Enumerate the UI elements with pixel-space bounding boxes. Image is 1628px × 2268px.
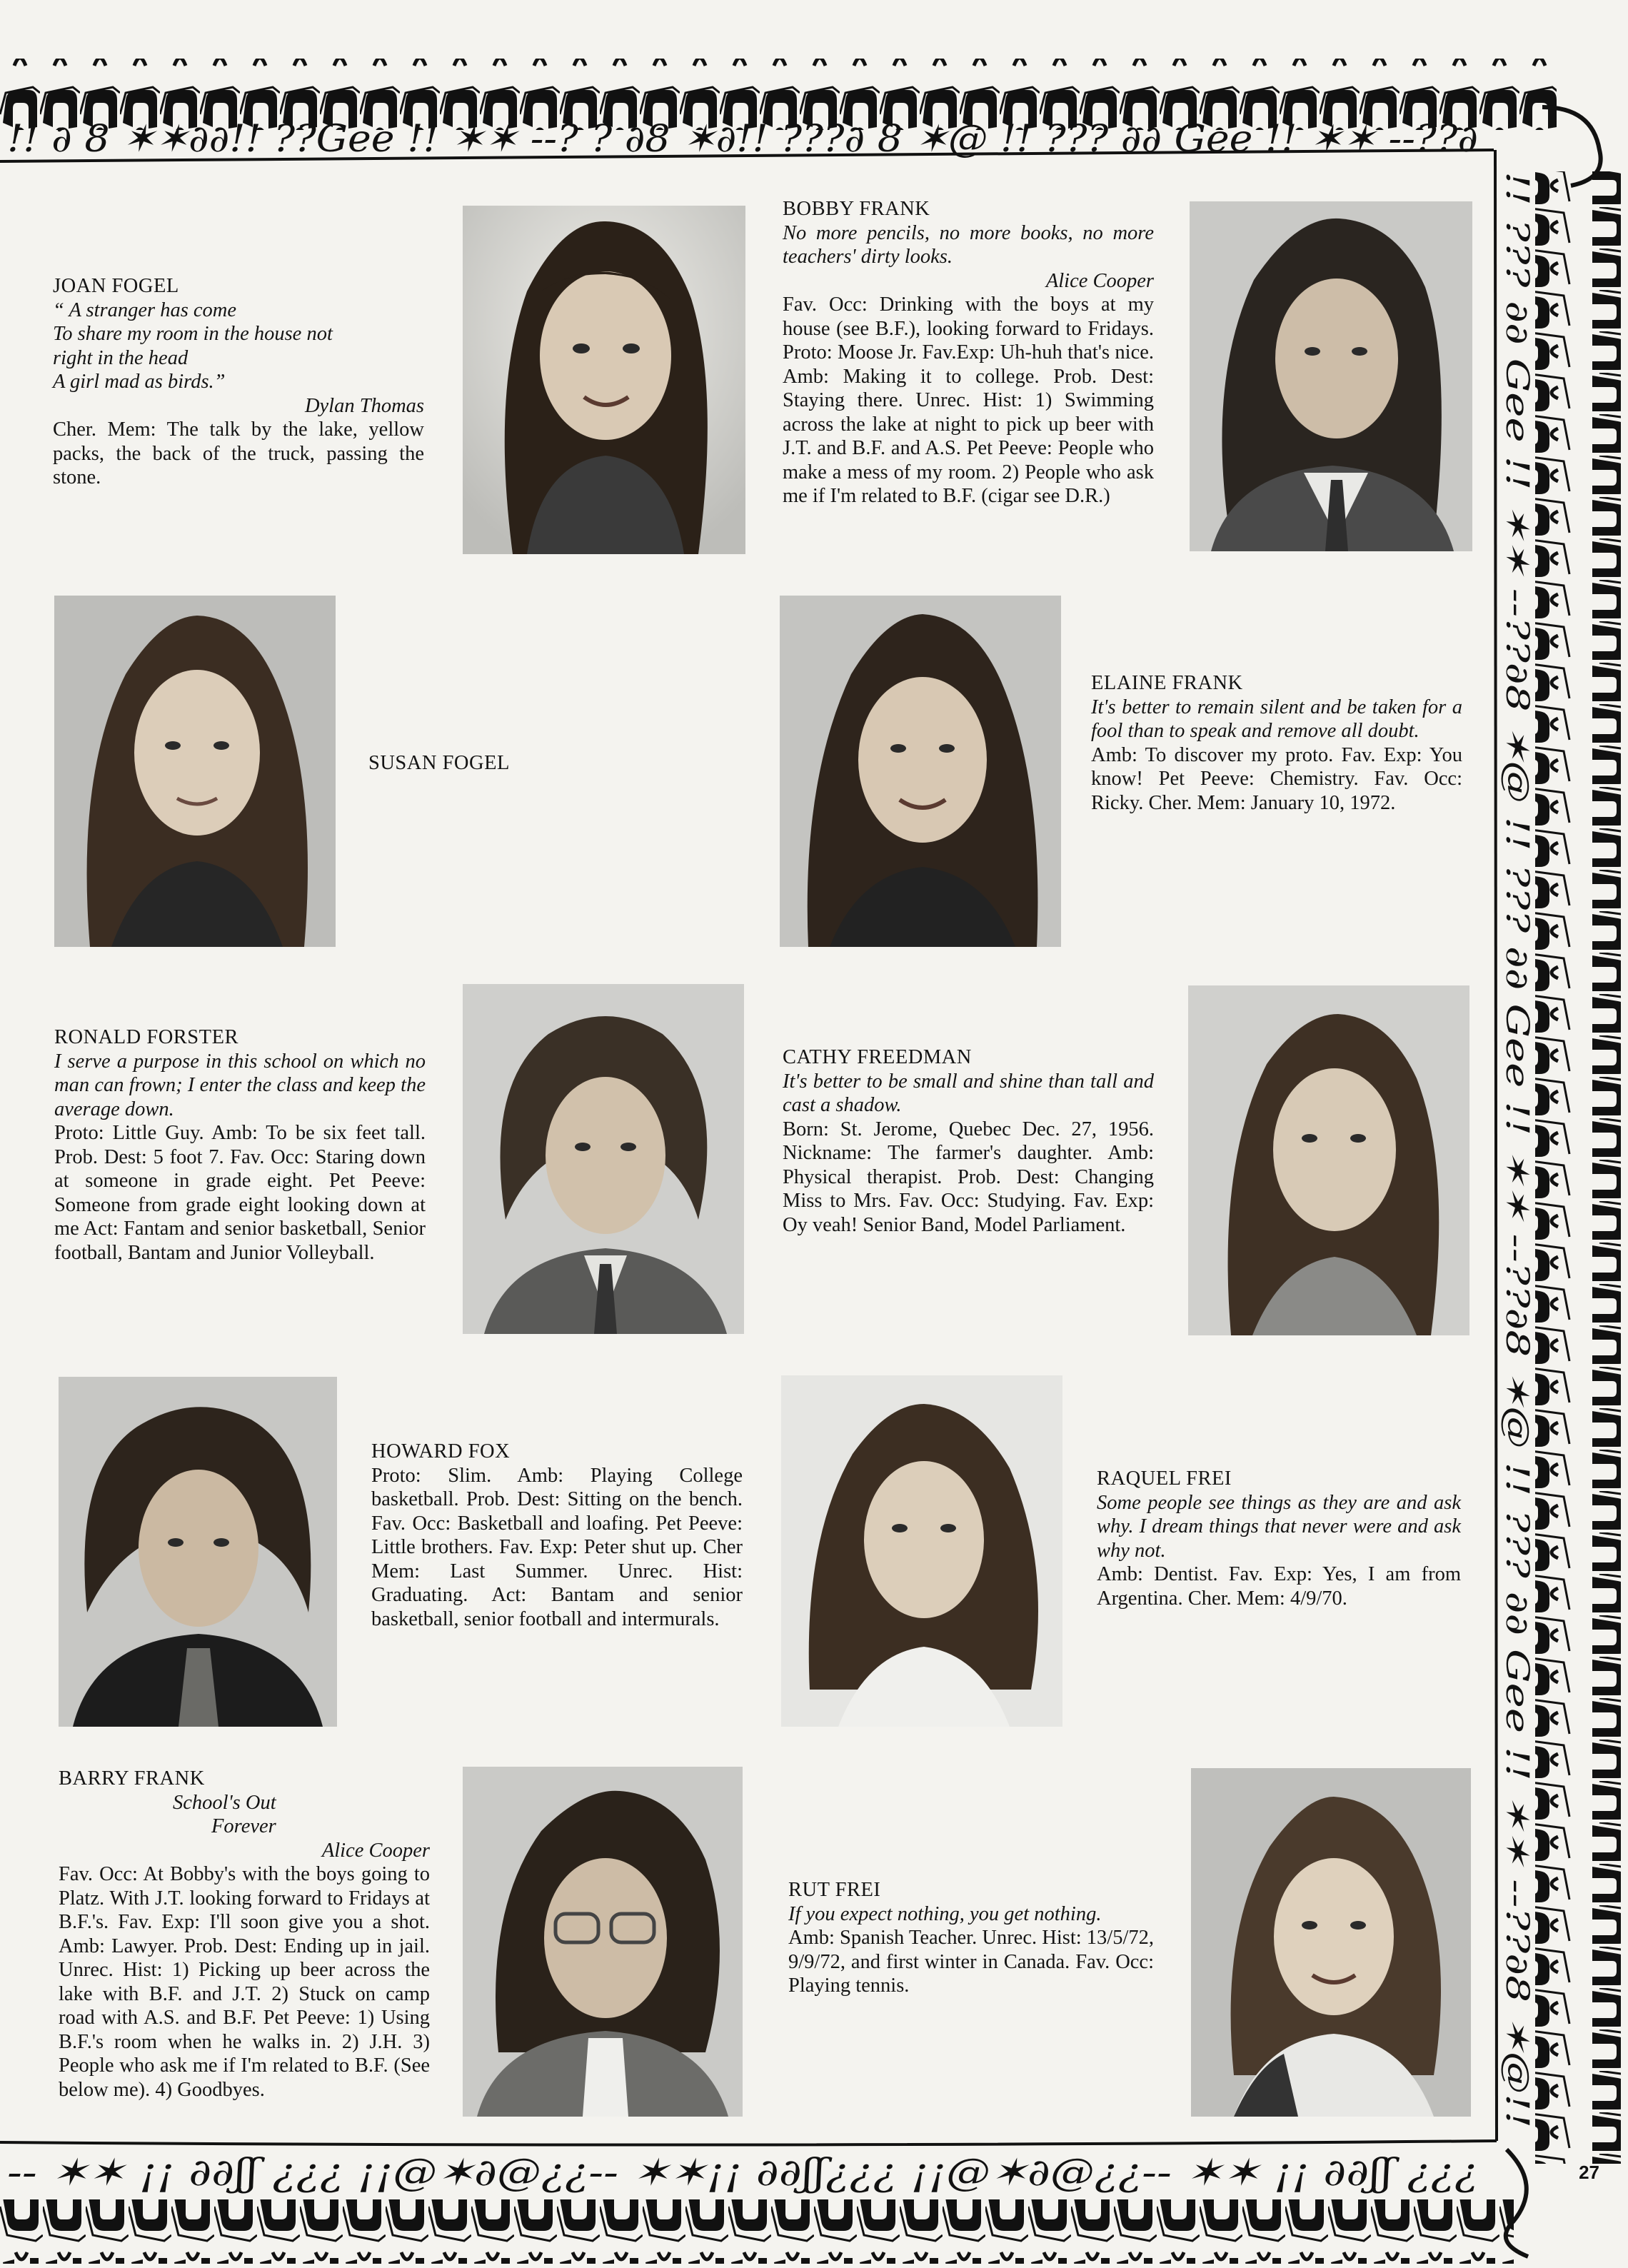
quote-line: right in the head (53, 346, 189, 369)
student-quote (59, 1791, 430, 1839)
quote-line: “ A stranger has come (53, 298, 237, 321)
student-name: JOAN FOGEL (53, 275, 179, 297)
student-bio: Amb: Spanish Teacher. Unrec. Hist: 13/5/72, 9/9/72, and first winter in Canada. Fav. Occ: Playing tennis. (788, 1927, 1154, 1997)
student-name: RAQUEL FREI (1097, 1467, 1232, 1490)
student-bio: Amb: Dentist. Fav. Exp: Yes, I am from Argentina. Cher. Mem: 4/9/70. (1097, 1563, 1461, 1610)
quote-attribution: Alice Cooper (321, 1839, 430, 1862)
student-quote: I serve a purpose in this school on which no man can frown; I enter the class and keep the average down. (54, 1050, 426, 1120)
student-name: BOBBY FRANK (783, 198, 930, 220)
student-bio: Proto: Slim. Amb: Playing College basketball. Prob. Dest: Sitting on the bench. Fav. Occ: Basketball and loafing. Pet Peeve: Little brothers. Fav. Exp: Peter shut up. Cher Mem: Last Summer. Unrec. Hist: Graduating. Act: Bantam and senior basketball, senior football and intermurals. (371, 1464, 743, 1630)
quote-line: To share my room in the house not (53, 323, 333, 345)
entry-rut-frei (788, 1878, 1154, 1998)
border-doodle-bottom: -- ✶✶ ¡¡ ∂∂ʃʃ ¿¿¿ ¡¡@✶∂@¿¿-- ✶✶¡¡ ∂∂ʃʃ¿¿¿ ¡¡@✶∂@¿¿-- ✶✶ ¡¡ ∂∂ʃʃ ¿¿¿ (7, 2152, 1478, 2194)
portrait-barry-frank (463, 1767, 743, 2117)
entry-susan-fogel (368, 751, 654, 776)
quote-line: School's Out (173, 1791, 276, 1814)
portrait-cathy-freedman (1188, 985, 1469, 1335)
quote-attribution: Dylan Thomas (304, 394, 424, 417)
student-bio: Fav. Occ: Drinking with the boys at my house (see B.F.), looking forward to Fridays. Proto: Moose Jr. Fav.Exp: Uh-huh that's nice. Amb: Making it to college. Prob. Dest: Staying there. Unrec. Hist: 1) Swimming across the lake at night to pick up beer with J.T. and B.F. and A.S. Pet Peeve: People who make a mess of my room. 2) People who ask me if I'm related to B.F. (cigar see D.R.) (783, 293, 1154, 507)
student-name: CATHY FREEDMAN (783, 1046, 972, 1068)
portrait-susan-fogel (54, 596, 336, 947)
student-quote: If you expect nothing, you get nothing. (788, 1902, 1102, 1925)
portrait-bobby-frank (1190, 201, 1472, 551)
quote-attribution: Alice Cooper (1045, 269, 1154, 292)
quote-line: A girl mad as birds.” (53, 371, 226, 393)
portrait-rut-frei (1191, 1768, 1471, 2117)
entry-cathy-freedman (783, 1045, 1154, 1237)
student-name: RONALD FORSTER (54, 1026, 238, 1048)
quote-line: Forever (211, 1815, 276, 1837)
student-bio: Fav. Occ: At Bobby's with the boys going to Platz. With J.T. looking forward to Fridays at B.F.'s. Fav. Exp: I'll soon give you a shot. Amb: Lawyer. Prob. Dest: Ending up in jail. Unrec. Hist: 1) Picking up beer across the lake with B.F. and J.T. 2) Stuck on camp road with A.S. and B.F. Pet Peeve: 1) Using B.F.'s room when he walks in. 2) J.H. 3) People who ask me if I'm related to B.F. (See below me). 4) Goodbyes. (59, 1863, 430, 2101)
student-bio: Cher. Mem: The talk by the lake, yellow packs, the back of the truck, passing the stone. (53, 418, 424, 488)
student-bio: Born: St. Jerome, Quebec Dec. 27, 1956. Nickname: The farmer's daughter. Amb: Physical therapist. Prob. Dest: Changing Miss to Mrs. Fav. Occ: Studying. Fav. Exp: Oy veah! Senior Band, Model Parliament. (783, 1118, 1154, 1236)
portrait-elaine-frank (780, 596, 1061, 947)
portrait-raquel-frei (781, 1375, 1062, 1727)
student-name: RUT FREI (788, 1879, 881, 1901)
border-doodle-right: !! ??? ∂∂ Gee !! ✶✶ --??∂8 ✶@ !! ??? ∂∂ Gee !! ✶✶ --??∂8 ✶@ !! ??? ∂∂ Gee !! ✶✶ --??∂8 ✶@!! (1499, 171, 1535, 1619)
student-name: ELAINE FRANK (1091, 672, 1243, 694)
student-quote: No more pencils, no more books, no more teachers' dirty looks. (783, 221, 1154, 268)
student-name: BARRY FRANK (59, 1767, 205, 1790)
student-quote: It's better to remain silent and be taken for a fool than to speak and remove all doubt. (1091, 696, 1462, 742)
border-doodle-top: !! ∂ 8 ✶✶∂∂!! ??Gee !! ✶✶ --? ? ∂8 ✶∂!! ???∂ 8 ✶@ !! ??? ∂∂ Gee !! ✶✶ --??∂ (7, 118, 1478, 161)
student-bio: Amb: To discover my proto. Fav. Exp: You know! Pet Peeve: Chemistry. Fav. Occ: Ricky. Cher. Mem: January 10, 1972. (1091, 743, 1462, 814)
student-name: SUSAN FOGEL (368, 752, 510, 774)
entry-howard-fox (371, 1440, 743, 1631)
portrait-howard-fox (59, 1377, 337, 1727)
entry-elaine-frank (1091, 671, 1462, 815)
student-name: HOWARD FOX (371, 1440, 511, 1462)
student-quote: Some people see things as they are and ask why. I dream things that never were and ask why not. (1097, 1491, 1461, 1562)
student-quote (53, 298, 424, 394)
page-number: 27 (1579, 2162, 1599, 2183)
entry-raquel-frei (1097, 1467, 1461, 1610)
entry-joan-fogel (53, 274, 424, 490)
student-bio: Proto: Little Guy. Amb: To be six feet tall. Prob. Dest: 5 foot 7. Fav. Occ: Staring down at someone in grade eight. Pet Peeve: Someone from grade eight looking down at me Act: Fantam and senior basketball, Senior football, Bantam and Junior Volleyball. (54, 1122, 426, 1264)
student-quote: It's better to be small and shine than tall and cast a shadow. (783, 1070, 1154, 1116)
entry-bobby-frank (783, 197, 1154, 508)
entry-ronald-forster (54, 1025, 426, 1265)
portrait-ronald-forster (463, 984, 744, 1334)
portrait-joan-fogel (463, 206, 745, 554)
entry-barry-frank (59, 1767, 430, 2102)
